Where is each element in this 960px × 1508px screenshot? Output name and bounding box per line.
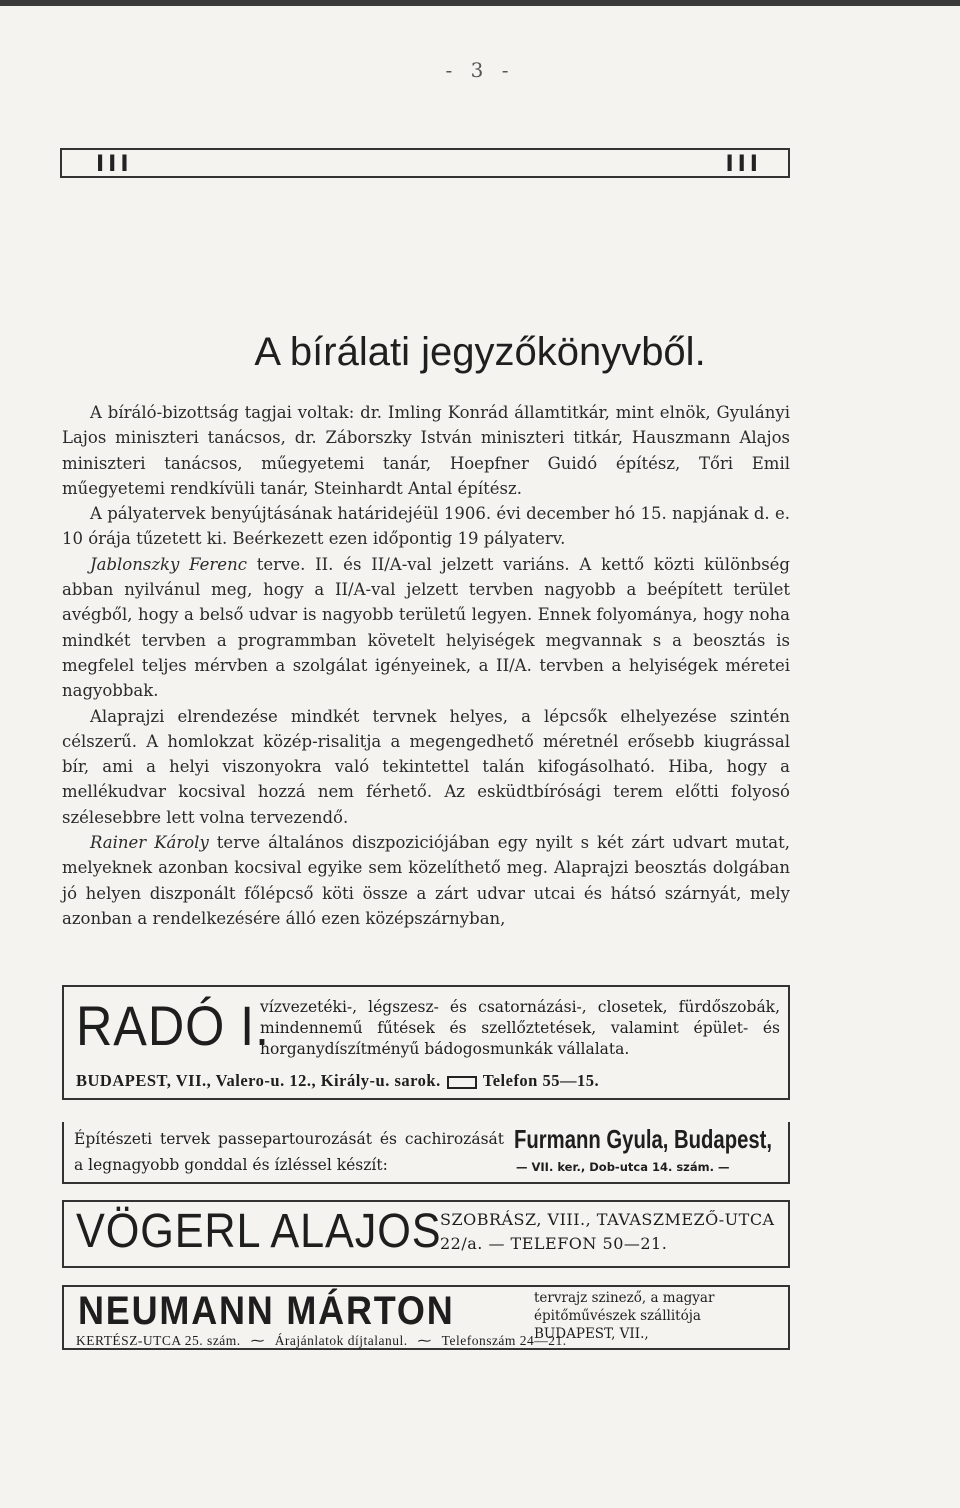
ad-vogerl-name: VÖGERL ALAJOS [76,1205,442,1258]
scan-top-border [0,0,960,6]
ad-vogerl-description: SZOBRÁSZ, VIII., TAVASZMEZŐ-UTCA 22/a. — TELEFON 50—21. [440,1210,775,1253]
paragraph-rainer: Rainer Károly terve általános diszpoziciójában egy nyilt s két zárt udvart mutat, melyeknek azonban kocsival egyike sem közelíthető meg. Alaprajzi beosztás dolgában jó helyen diszponált főlépcső köti össze a zárt udvar utcai és hátsó szárnyát, mely azonban a rendelkezésére álló ezen középszárnyban, [62,833,790,928]
ad-rado [62,985,790,1100]
page-number: - 3 - [445,58,515,82]
ad-neumann-offer: Árajánlatok díjtalanul. [274,1333,408,1348]
paragraph-deadline: A pályatervek benyújtásának határidejéül 1906. évi december hó 15. napjának d. e. 10 órája tűzetett ki. Beérkezett ezen időpontig 19 pályaterv. [62,504,790,549]
header-ornament [60,148,790,178]
ornament-separator-icon: ⁓ [417,1333,432,1348]
ad-rado-description: vízvezetéki-, légszesz- és csatornázási-, closetek, fürdőszobák, mindennemű fűtések és szellőztetések, valamint épület- és horganydíszítményű bádogosmunkák vállalata. [260,998,780,1058]
paragraph-jury: A bíráló-bizottság tagjai voltak: dr. Imling Konrád államtitkár, mint elnök, Gyulányi Lajos miniszteri tanácsos, dr. Záborszky István miniszteri titkár, Hauszmann Alajos miniszteri tanácsos, műegyetemi tanár, Hoepfner Guidó építész, Tőri Emil műegyetemi rendkívüli tanár, Steinhardt Antal építész. [62,403,790,498]
paragraph-jablonszky: Jablonszky Ferenc terve. II. és II/A-val jelzett variáns. A kettő közti különbség abban nyilvánul meg, hogy a II/A-val jelzett tervben nagyobb a beépített terület avégből, hogy a belső udvar is nagyobb területű legyen. Ennek folyománya, hogy noha mindkét tervben a programmban követelt helyiségek megvannak s a beosztás is megfelel teljes mérvben a szolgálat igényeinek, a II/A. tervben a helyiségek méretei nagyobbak. [62,554,790,701]
page-title: A bírálati jegyzőkönyvből. [254,330,706,374]
ornament-separator-icon: ⁓ [250,1333,265,1348]
ornament-left-mark: III [96,152,133,177]
ad-furmann-description: Építészeti tervek passepartourozását és cachirozását a legnagyobb gonddal és ízléssel készít: [74,1130,504,1174]
ad-neumann-phone: Telefonszám 24—21. [441,1333,567,1348]
architect-name: Rainer Károly [90,833,209,853]
ad-rado-address: BUDAPEST, VII., Valero-u. 12., Király-u. sarok. [76,1071,441,1090]
ornament-right-mark: III [725,152,762,177]
ad-neumann-street: KERTÉSZ-UTCA 25. szám. [76,1333,241,1348]
ad-rado-address-line [76,1071,776,1091]
ad-furmann-name: Furmann Gyula, Budapest, [514,1124,773,1154]
ad-neumann-description: tervrajz szinező, a magyar épitőművészek szállitója BUDAPEST, VII., [534,1290,715,1342]
ad-furmann-address: — VII. ker., Dob-utca 14. szám. — [516,1160,730,1174]
paragraph-layout: Alaprajzi elrendezése mindkét tervnek helyes, a lépcsők elhelyezése szintén célszerű. A homlokzat közép-risalitja a megengedhető méretnél erősebb kiugrással bír, ami a helyi viszonyokra való tekintettel talán kifogásolható. Hiba, hogy a mellékudvar kocsival hozzá nem férhető. Az esküdtbírósági terem előtti folyosó szélesebbre lett volna tervezendő. [62,706,790,827]
ad-neumann [62,1285,790,1350]
ad-rado-logo: RADÓ I. [76,994,270,1057]
ad-rado-phone: Telefon 55—15. [482,1071,600,1090]
architect-name: Jablonszky Ferenc [90,554,247,574]
ad-furmann [62,1122,790,1184]
article-body [62,400,790,931]
ad-neumann-name: NEUMANN MÁRTON [78,1289,455,1333]
ad-vogerl [62,1200,790,1268]
ad-neumann-footer [76,1333,780,1349]
telephone-icon [447,1076,477,1089]
